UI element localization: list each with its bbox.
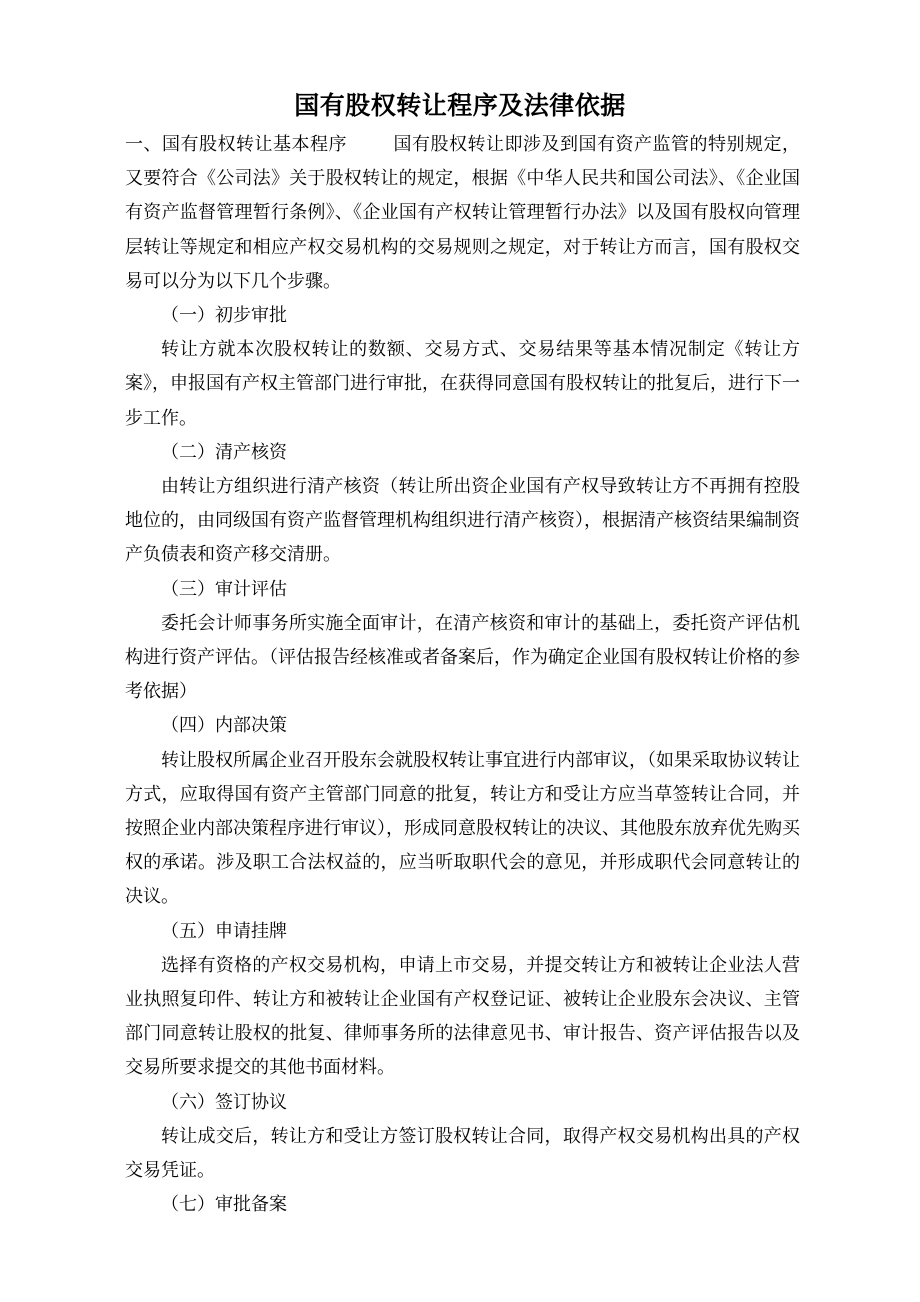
section-paragraph-2: 由转让方组织进行清产核资（转让所出资企业国有产权导致转让方不再拥有控股地位的，由同级国有资产监督管理机构组织进行清产核资），根据清产核资结果编制资产负债表和资产移交清册。: [125, 476, 800, 566]
section-heading-2: （二）清产核资: [161, 441, 287, 463]
section-paragraph-6: 转让成交后，转让方和受让方签订股权转让合同，取得产权交易机构出具的产权交易凭证。: [125, 1125, 800, 1182]
section-heading-6: （六）签订协议: [161, 1091, 287, 1113]
section-paragraph-1: 转让方就本次股权转让的数额、交易方式、交易结果等基本情况制定《转让方案》，申报国有产权主管部门进行审批，在获得同意国有股权转让的批复后，进行下一步工作。: [125, 339, 800, 429]
document-title: 国有股权转让程序及法律依据: [294, 91, 626, 120]
intro-heading: 一、国有股权转让基本程序: [125, 134, 347, 155]
section-paragraph-4: 转让股权所属企业召开股东会就股权转让事宜进行内部审议，（如果采取协议转让方式，应取得国有资产主管部门同意的批复，转让方和受让方应当草签转让合同，并按照企业内部决策程序进行审议），形成同意股权转让的决议、其他股东放弃优先购买权的承诺。涉及职工合法权益的，应当听取职代会的意见，并形成职代会同意转让的决议。: [125, 749, 800, 908]
section-heading-7: （七）审批备案: [161, 1194, 287, 1216]
section-heading-1: （一）初步审批: [161, 305, 287, 327]
section-heading-4: （四）内部决策: [161, 715, 287, 737]
section-heading-3: （三）审计评估: [161, 578, 287, 600]
section-paragraph-5: 选择有资格的产权交易机构，申请上市交易，并提交转让方和被转让企业法人营业执照复印件、转让方和被转让企业国有产权登记证、被转让企业股东会决议、主管部门同意转让股权的批复、律师事务所的法律意见书、审计报告、资产评估报告以及交易所要求提交的其他书面材料。: [125, 954, 800, 1079]
section-paragraph-3: 委托会计师事务所实施全面审计，在清产核资和审计的基础上，委托资产评估机构进行资产评估。（评估报告经核准或者备案后，作为确定企业国有股权转让价格的参考依据）: [125, 612, 800, 703]
intro-text: 国有股权转让即涉及到国有资产监管的特别规定，又要符合《公司法》关于股权转让的规定，根据《中华人民共和国公司法》、《企业国有资产监督管理暂行条例》、《企业国有产权转让管理暂行办法》以及国有股权向管理层转让等规定和相应产权交易机构的交易规则之规定，对于转让方而言，国有股权交易可以分为以下几个步骤。: [125, 134, 800, 292]
intro-paragraph: [125, 128, 800, 299]
section-heading-5: （五）申请挂牌: [161, 920, 287, 942]
document-body: [125, 128, 800, 1223]
